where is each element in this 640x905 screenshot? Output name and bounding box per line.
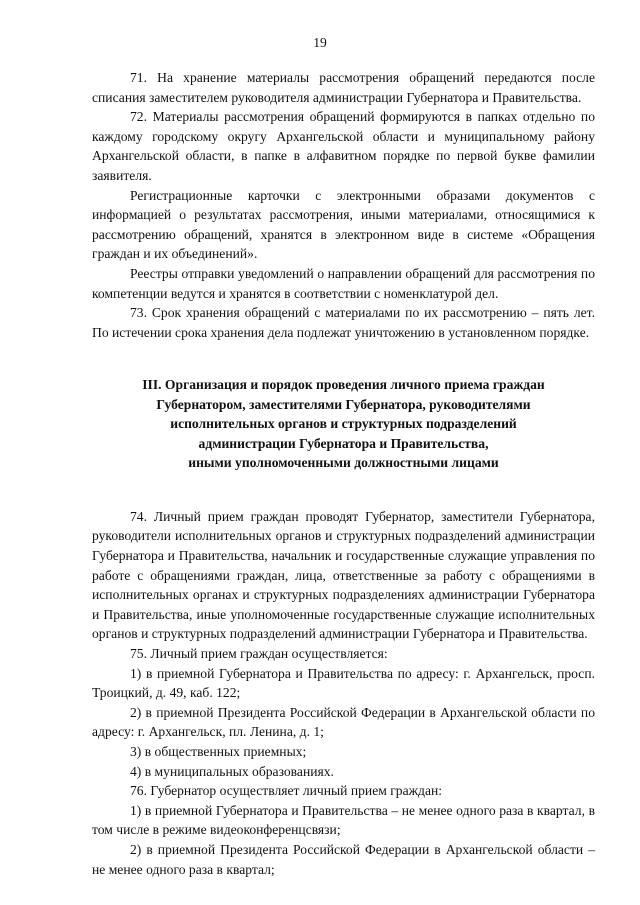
paragraph-registration-cards: Регистрационные карточки с электронными образами документов с информацией о результатах рассмотрения, иными материалами, относящимися к рассмотрению обращений, хранятся в электронном виде в системе «Обращения граждан и их объединений». [92,187,595,262]
section-heading-line: Губернатором, заместителями Губернатора, руководителями [156,396,531,412]
paragraph-72: 72. Материалы рассмотрения обращений формируются в папках отдельно по каждому городскому округу Архангельской области и муниципальному району Архангельской области, в папке в алфавитном порядке по первой букве фамилии заявителя. [92,109,595,183]
paragraph-74: 74. Личный прием граждан проводят Губернатор, заместители Губернатора, руководители исполнительных органов и структурных подразделений администрации Губернатора и Правительства, начальник и государственные служащие управления по работе с обращениями граждан, лица, ответственные за работу с обращениями в исполнительных органах и структурных подразделениях администрации Губернатора и Правительства, иные уполномоченные государственные служащие исполнительных органов и структурных подразделений администрации Губернатора и Правительства. [92,508,595,642]
paragraph-76-item-2: 2) в приемной Президента Российской Федерации в Архангельской области – не менее одного раза в квартал; [92,841,595,877]
paragraph-71: 71. На хранение материалы рассмотрения обращений передаются после списания заместителем руководителя администрации Губернатора и Правительства. [92,70,595,105]
paragraph-registers: Реестры отправки уведомлений о направлении обращений для рассмотрения по компетенции ведутся и хранятся в соответствии с номенклатурой дел. [92,265,595,301]
paragraph-76: 76. Губернатор осуществляет личный прием граждан: [130,783,443,799]
paragraph-75-item-4: 4) в муниципальных образованиях. [130,763,334,779]
section-heading-line: исполнительных органов и структурных подразделений [170,416,517,432]
document-body [92,68,595,879]
paragraph-75-item-1: 1) в приемной Губернатора и Правительства по адресу: г. Архангельск, просп. Троицкий, д. 49, каб. 122; [92,665,595,701]
paragraph-76-item-1: 1) в приемной Губернатора и Правительства – не менее одного раза в квартал, в том числе в режиме видеоконференцсвязи; [92,802,595,838]
paragraph-73: 73. Срок хранения обращений с материалами по их рассмотрению – пять лет. По истечении срока хранения дела подлежат уничтожению в установленном порядке. [92,305,595,340]
paragraph-75: 75. Личный прием граждан осуществляется: [130,645,388,661]
paragraph-75-item-2: 2) в приемной Президента Российской Федерации в Архангельской области по адресу: г. Архангельск, пл. Ленина, д. 1; [92,704,595,740]
page-number: 19 [313,35,327,50]
section-heading [92,375,595,473]
section-heading-line: администрации Губернатора и Правительства, [198,435,489,451]
section-heading-line: иными уполномоченными должностными лицами [188,455,499,471]
section-heading-line: III. Организация и порядок проведения личного приема граждан [142,377,545,393]
paragraph-75-item-3: 3) в общественных приемных; [130,743,307,759]
